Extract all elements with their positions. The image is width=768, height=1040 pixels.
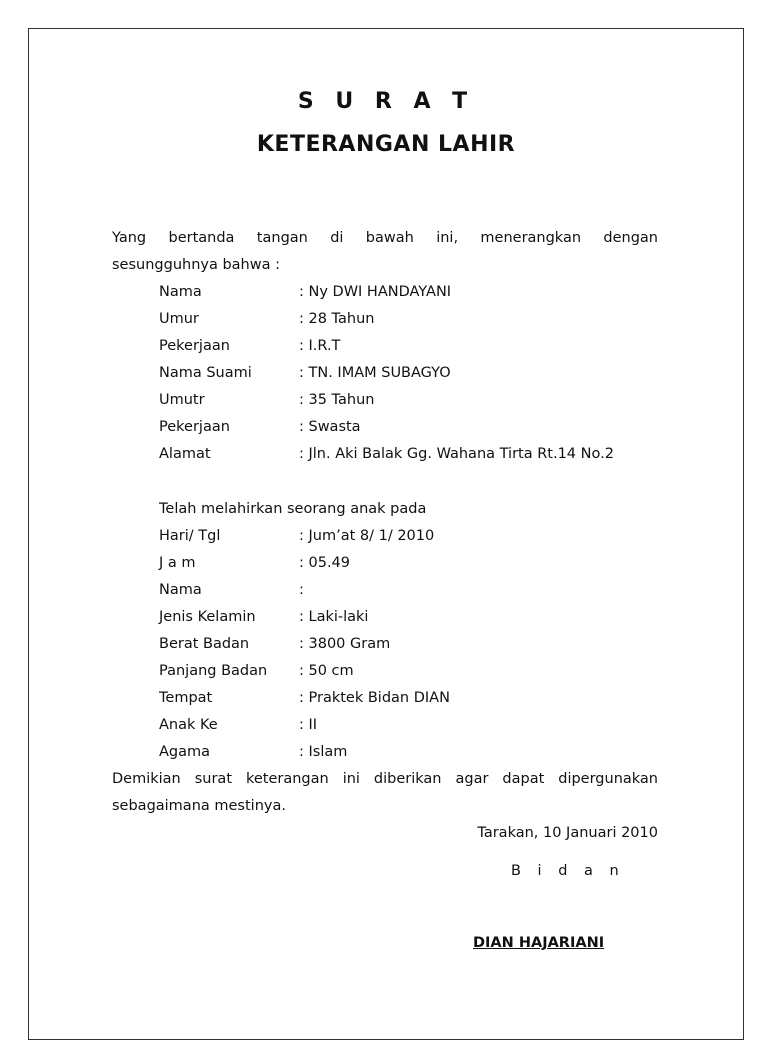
field-label: Pekerjaan xyxy=(159,338,230,354)
field-label: Nama Suami xyxy=(159,365,252,381)
field-value: : Jum’at 8/ 1/ 2010 xyxy=(299,528,435,544)
field-value: : Praktek Bidan DIAN xyxy=(299,690,450,706)
field-value: : 3800 Gram xyxy=(299,636,391,652)
field-label: Pekerjaan xyxy=(159,419,230,435)
field-label: Nama xyxy=(159,582,202,598)
letter-title: S U R A T xyxy=(297,89,475,114)
field-value: : 05.49 xyxy=(299,555,351,571)
field-value: : TN. IMAM SUBAGYO xyxy=(299,365,451,381)
intro-line-2: sesungguhnya bahwa : xyxy=(112,257,280,273)
closing-line-1: Demikian surat keterangan ini diberikan agar dapat dipergunakan xyxy=(112,771,658,787)
intro-line-1: Yang bertanda tangan di bawah ini, menerangkan dengan xyxy=(112,230,658,246)
field-label: Alamat xyxy=(159,446,211,462)
field-label: Umur xyxy=(159,311,199,327)
field-label: Jenis Kelamin xyxy=(159,609,256,625)
letter-subtitle: KETERANGAN LAHIR xyxy=(256,132,516,157)
field-label: Hari/ Tgl xyxy=(159,528,221,544)
field-label: Agama xyxy=(159,744,211,760)
field-value: : Islam xyxy=(299,744,348,760)
field-value: : xyxy=(299,582,304,598)
field-label: Umutr xyxy=(159,392,205,408)
field-value: : Laki-laki xyxy=(299,609,369,625)
field-value: : II xyxy=(299,717,318,733)
field-value: : Swasta xyxy=(299,419,361,435)
field-label: Anak Ke xyxy=(159,717,218,733)
field-label: Panjang Badan xyxy=(159,663,268,679)
field-label: Berat Badan xyxy=(159,636,250,652)
birth-intro: Telah melahirkan seorang anak pada xyxy=(159,501,427,517)
field-value: : 35 Tahun xyxy=(299,392,375,408)
field-value: : 28 Tahun xyxy=(299,311,375,327)
field-value: : 50 cm xyxy=(299,663,354,679)
field-value: : Jln. Aki Balak Gg. Wahana Tirta Rt.14 No.2 xyxy=(299,446,614,462)
field-label: Tempat xyxy=(159,690,213,706)
place-date: Tarakan, 10 Januari 2010 xyxy=(477,825,658,841)
signer-role: B i d a n xyxy=(511,863,625,879)
field-label: Nama xyxy=(159,284,202,300)
field-label: J a m xyxy=(159,555,196,571)
letter-page xyxy=(28,28,744,1040)
signer-name: DIAN HAJARIANI xyxy=(473,935,605,951)
closing-line-2: sebagaimana mestinya. xyxy=(112,798,286,814)
field-value: : Ny DWI HANDAYANI xyxy=(299,284,452,300)
field-value: : I.R.T xyxy=(299,338,341,354)
